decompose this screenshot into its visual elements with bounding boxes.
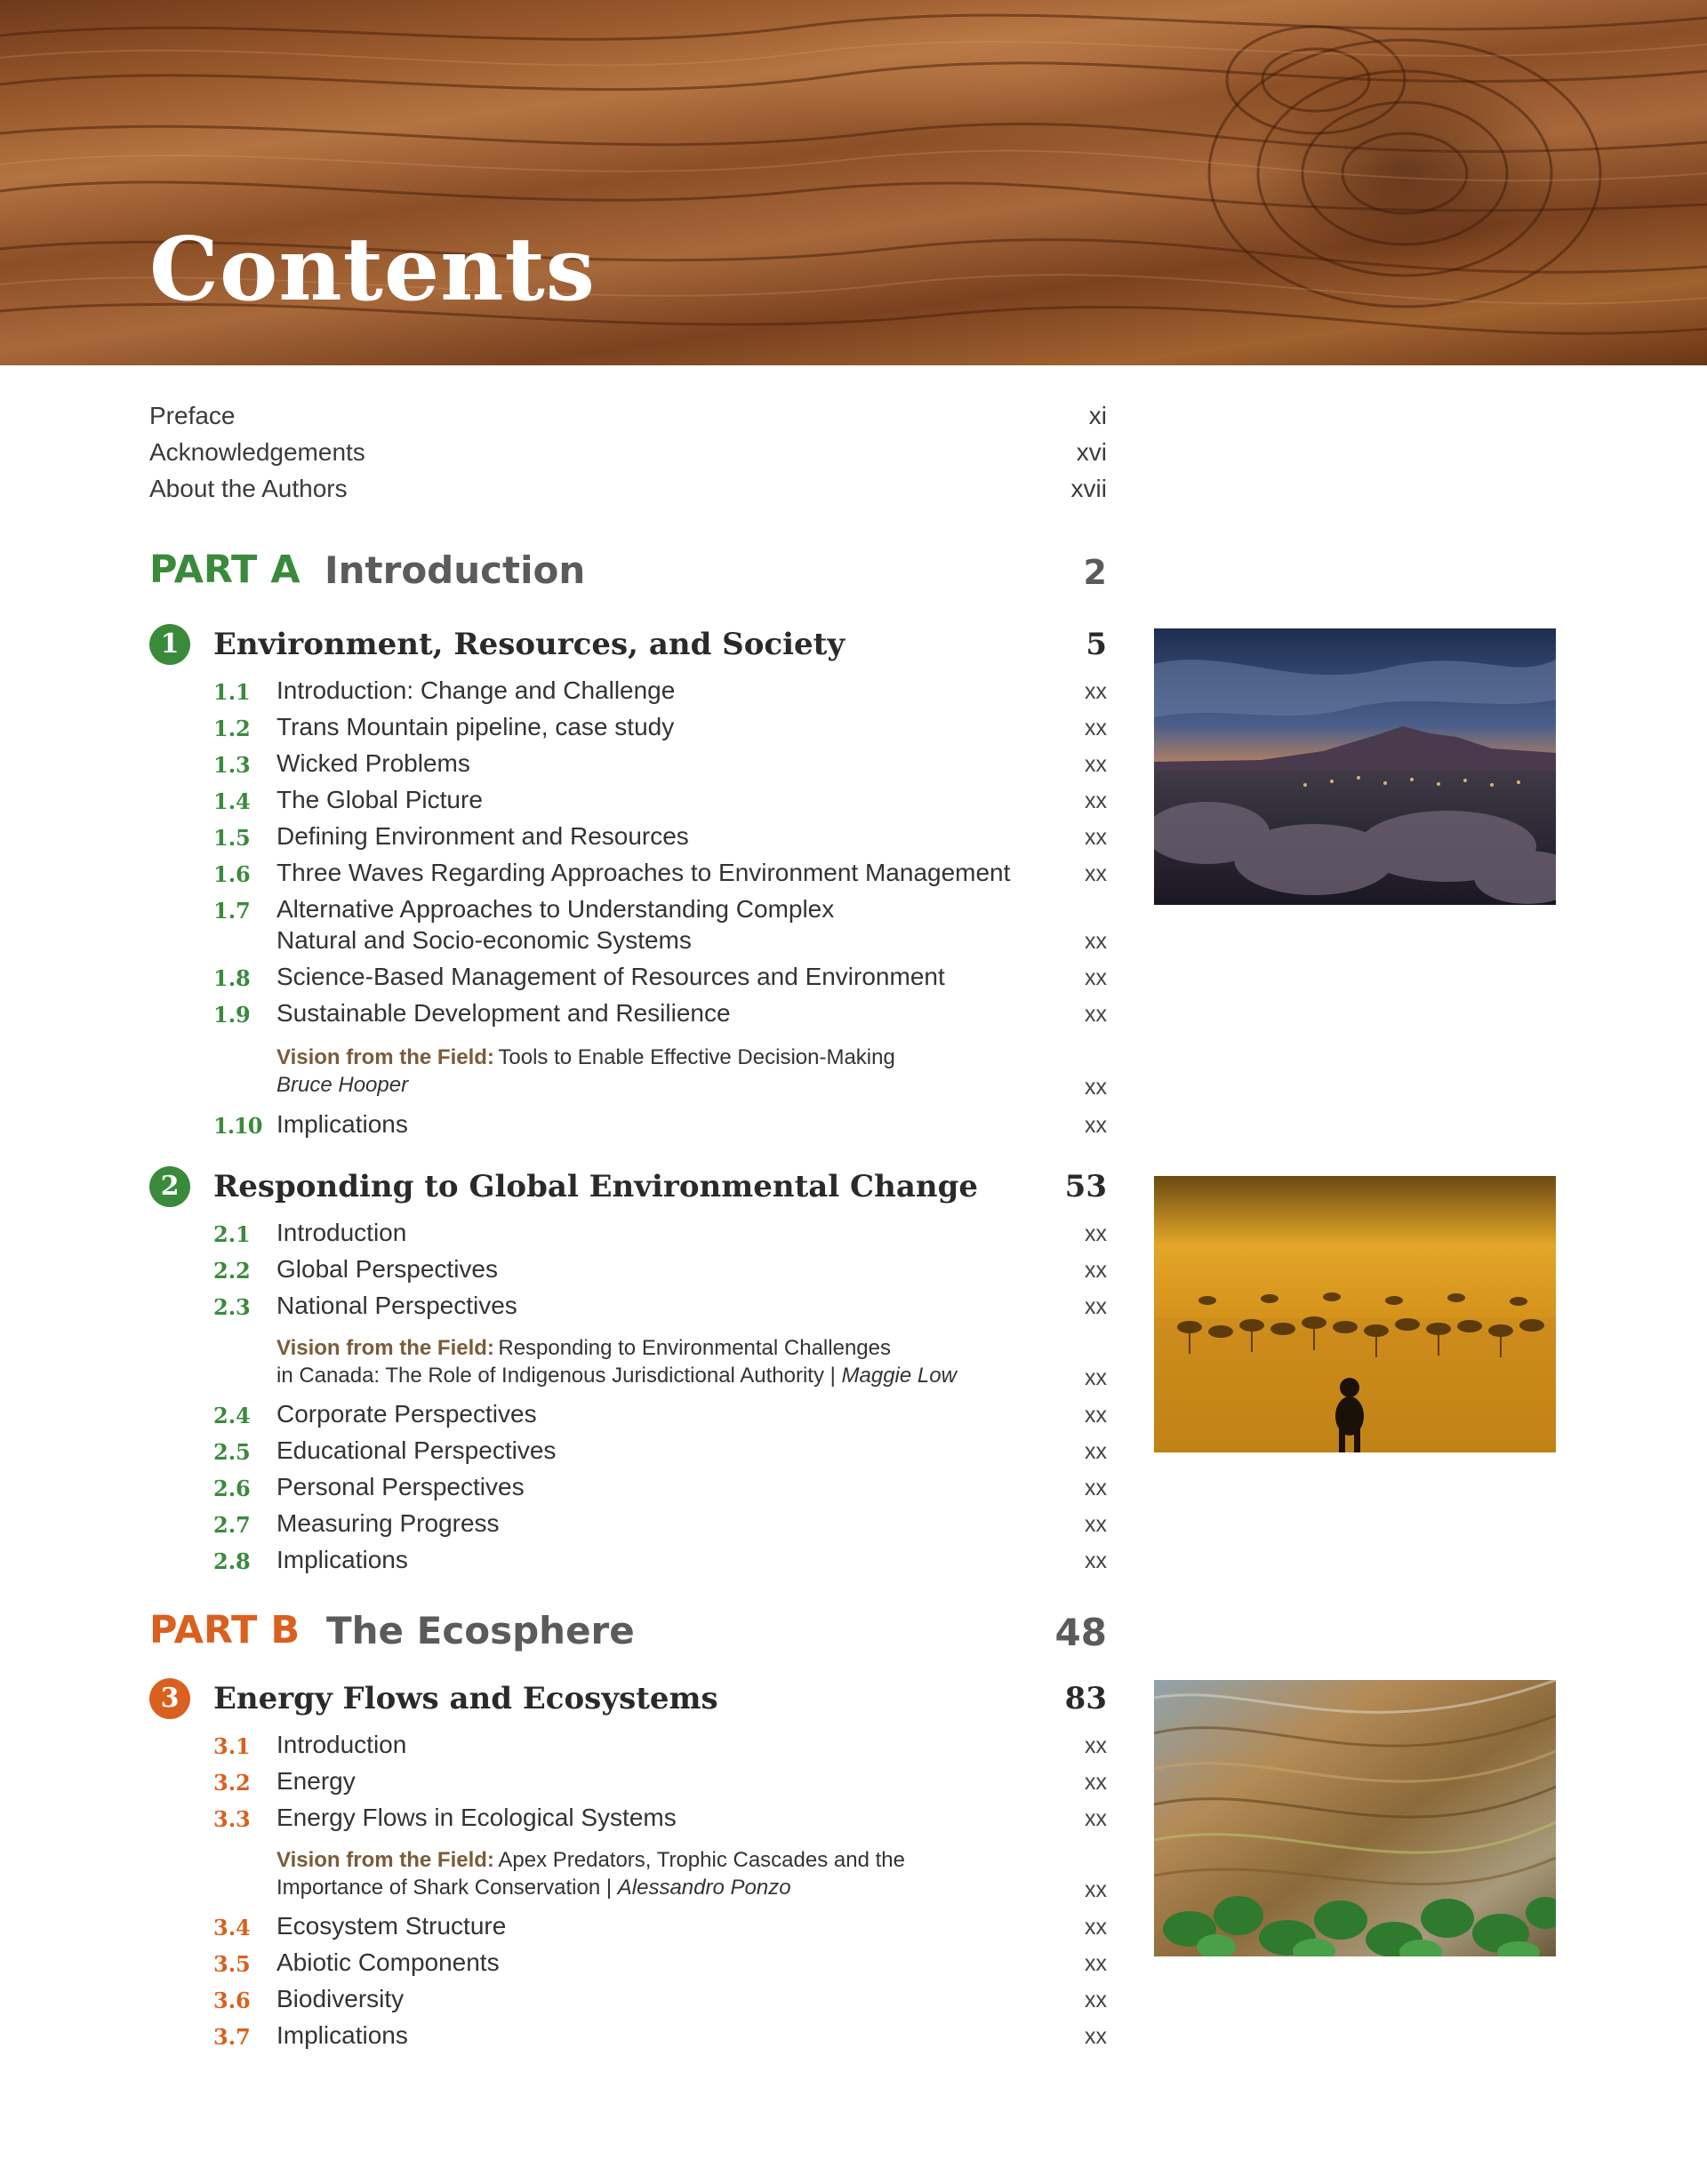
vision-title: Responding to Environmental Challenges — [498, 1336, 891, 1360]
section-title[interactable]: Energy Flows in Ecological Systems — [276, 1804, 677, 1831]
section-number: 2.7 — [213, 1512, 251, 1538]
chapter-number-badge: 1 — [149, 624, 190, 665]
vision-author: Maggie Low — [841, 1364, 957, 1388]
section-page: xx — [1085, 1258, 1107, 1283]
toc-entry-about-authors[interactable]: About the Authors — [149, 475, 348, 502]
section-number: 1.7 — [213, 898, 251, 924]
section-page: xx — [1085, 1806, 1107, 1831]
section-title[interactable]: Personal Perspectives — [276, 1473, 525, 1500]
section-title-continued[interactable]: Natural and Socio-economic Systems — [276, 926, 692, 954]
section-number: 1.5 — [213, 825, 251, 851]
section-page: xx — [1085, 679, 1107, 704]
vision-page: xx — [1085, 1365, 1107, 1390]
section-title[interactable]: Abiotic Components — [276, 1948, 500, 1976]
section-title[interactable]: Ecosystem Structure — [276, 1912, 507, 1940]
vision-label: Vision from the Field: — [276, 1045, 494, 1069]
chapter-title[interactable]: Responding to Global Environmental Change — [213, 1169, 978, 1204]
vision-title-line2: in Canada: The Role of Indigenous Jurisdictional Authority | — [276, 1364, 842, 1388]
section-title[interactable]: Implications — [276, 1546, 408, 1573]
section-page: xx — [1085, 825, 1107, 850]
section-number: 1.4 — [213, 788, 251, 814]
chapter-number-badge: 2 — [149, 1166, 190, 1207]
vision-author: Alessandro Ponzo — [617, 1876, 791, 1900]
section-page: xx — [1085, 1221, 1107, 1246]
vision-author: Bruce Hooper — [276, 1073, 409, 1097]
section-number: 1.1 — [213, 679, 251, 705]
section-page: xx — [1085, 1988, 1107, 2012]
section-title[interactable]: The Global Picture — [276, 786, 483, 813]
part-b-title[interactable]: The Ecosphere — [326, 1609, 635, 1652]
section-page: xx — [1085, 1439, 1107, 1464]
section-page: xx — [1085, 2024, 1107, 2049]
section-number: 3.7 — [213, 2024, 251, 2050]
section-page: xx — [1085, 1733, 1107, 1758]
section-title[interactable]: Introduction — [276, 1731, 407, 1758]
chapter-title[interactable]: Environment, Resources, and Society — [213, 627, 845, 662]
bark-leaves-image — [1154, 1680, 1556, 1956]
chapter-page: 83 — [1064, 1681, 1107, 1716]
section-title[interactable]: Implications — [276, 1110, 408, 1138]
section-title[interactable]: Alternative Approaches to Understanding Complex — [276, 895, 835, 923]
section-title[interactable]: Corporate Perspectives — [276, 1400, 537, 1428]
section-number: 2.4 — [213, 1403, 251, 1428]
chapter-number-badge: 3 — [149, 1678, 190, 1719]
section-title[interactable]: Global Perspectives — [276, 1255, 499, 1283]
section-number: 3.4 — [213, 1915, 251, 1940]
part-b-label: PART B — [149, 1608, 301, 1652]
section-page: xx — [1085, 1548, 1107, 1573]
vision-label: Vision from the Field: — [276, 1848, 494, 1872]
section-page: xx — [1085, 716, 1107, 740]
section-number: 1.10 — [213, 1113, 262, 1139]
vision-label: Vision from the Field: — [276, 1336, 494, 1360]
page-title: Contents — [149, 219, 596, 321]
section-number: 3.3 — [213, 1806, 251, 1832]
vision-title: Apex Predators, Trophic Cascades and the — [498, 1848, 905, 1872]
section-number: 1.9 — [213, 1002, 251, 1028]
vision-from-field-entry[interactable] — [276, 1336, 891, 1361]
section-title[interactable]: Biodiversity — [276, 1985, 405, 2012]
section-title[interactable]: Trans Mountain pipeline, case study — [276, 713, 675, 740]
section-title[interactable]: Science-Based Management of Resources and Environment — [276, 963, 945, 990]
chapter-page: 53 — [1064, 1169, 1107, 1204]
chapter-3-photo — [1154, 1680, 1556, 1956]
flamingo-lake-image — [1154, 1176, 1556, 1452]
section-number: 2.5 — [213, 1439, 251, 1465]
section-page: xx — [1085, 965, 1107, 990]
section-number: 2.2 — [213, 1258, 251, 1284]
chapter-page: 5 — [1086, 627, 1107, 662]
section-title[interactable]: Wicked Problems — [276, 749, 470, 777]
section-title[interactable]: Three Waves Regarding Approaches to Environment Management — [276, 859, 1011, 886]
section-title[interactable]: National Perspectives — [276, 1292, 517, 1319]
chapter-1-photo — [1154, 628, 1556, 905]
section-page: xx — [1085, 1002, 1107, 1027]
section-number: 1.2 — [213, 716, 251, 741]
vision-title: Tools to Enable Effective Decision-Making — [498, 1045, 895, 1069]
part-a-page: 2 — [1083, 553, 1107, 592]
vision-from-field-entry[interactable] — [276, 1045, 895, 1070]
section-title[interactable]: Energy — [276, 1767, 356, 1795]
toc-entry-acknowledgements[interactable]: Acknowledgements — [149, 438, 365, 466]
part-a-label: PART A — [149, 548, 301, 592]
vision-title-line2: Importance of Shark Conservation | — [276, 1876, 618, 1900]
toc-page: xvi — [1076, 438, 1107, 466]
chapter-title[interactable]: Energy Flows and Ecosystems — [213, 1681, 718, 1716]
section-page: xx — [1085, 1770, 1107, 1795]
section-number: 3.6 — [213, 1988, 251, 2013]
section-page: xx — [1085, 1476, 1107, 1500]
section-title[interactable]: Defining Environment and Resources — [276, 822, 689, 850]
section-page: xx — [1085, 1915, 1107, 1940]
section-title[interactable]: Introduction — [276, 1219, 407, 1246]
chapter-2-photo — [1154, 1176, 1556, 1452]
section-page: xx — [1085, 788, 1107, 813]
section-number: 2.6 — [213, 1476, 251, 1501]
toc-entry-preface[interactable]: Preface — [149, 402, 236, 429]
vision-page: xx — [1085, 1877, 1107, 1902]
section-title[interactable]: Educational Perspectives — [276, 1436, 557, 1464]
dusk-landscape-image — [1154, 628, 1556, 905]
vision-page: xx — [1085, 1075, 1107, 1100]
section-page: xx — [1085, 929, 1107, 954]
section-page: xx — [1085, 861, 1107, 886]
section-number: 2.8 — [213, 1548, 251, 1574]
section-number: 3.5 — [213, 1951, 251, 1977]
section-title[interactable]: Measuring Progress — [276, 1509, 500, 1537]
vision-title-continued — [276, 1364, 957, 1388]
section-number: 3.2 — [213, 1770, 251, 1796]
section-page: xx — [1085, 1512, 1107, 1537]
section-title[interactable]: Implications — [276, 2021, 408, 2049]
section-page: xx — [1085, 1113, 1107, 1138]
section-page: xx — [1085, 1951, 1107, 1976]
section-title[interactable]: Sustainable Development and Resilience — [276, 999, 731, 1027]
vision-title-continued — [276, 1876, 791, 1900]
toc-page: xi — [1088, 402, 1107, 429]
part-b-page: 48 — [1054, 1611, 1107, 1654]
section-page: xx — [1085, 1294, 1107, 1319]
section-title[interactable]: Introduction: Change and Challenge — [276, 676, 676, 704]
vision-from-field-entry[interactable] — [276, 1848, 905, 1873]
section-number: 2.3 — [213, 1294, 251, 1320]
wood-banner — [0, 0, 1707, 365]
section-number: 1.6 — [213, 861, 251, 887]
section-page: xx — [1085, 1403, 1107, 1428]
section-number: 2.1 — [213, 1221, 251, 1247]
section-number: 1.8 — [213, 965, 251, 991]
part-a-title[interactable]: Introduction — [325, 548, 586, 592]
section-number: 1.3 — [213, 752, 251, 778]
section-number: 3.1 — [213, 1733, 251, 1759]
toc-page: xvii — [1070, 475, 1107, 502]
section-page: xx — [1085, 752, 1107, 777]
